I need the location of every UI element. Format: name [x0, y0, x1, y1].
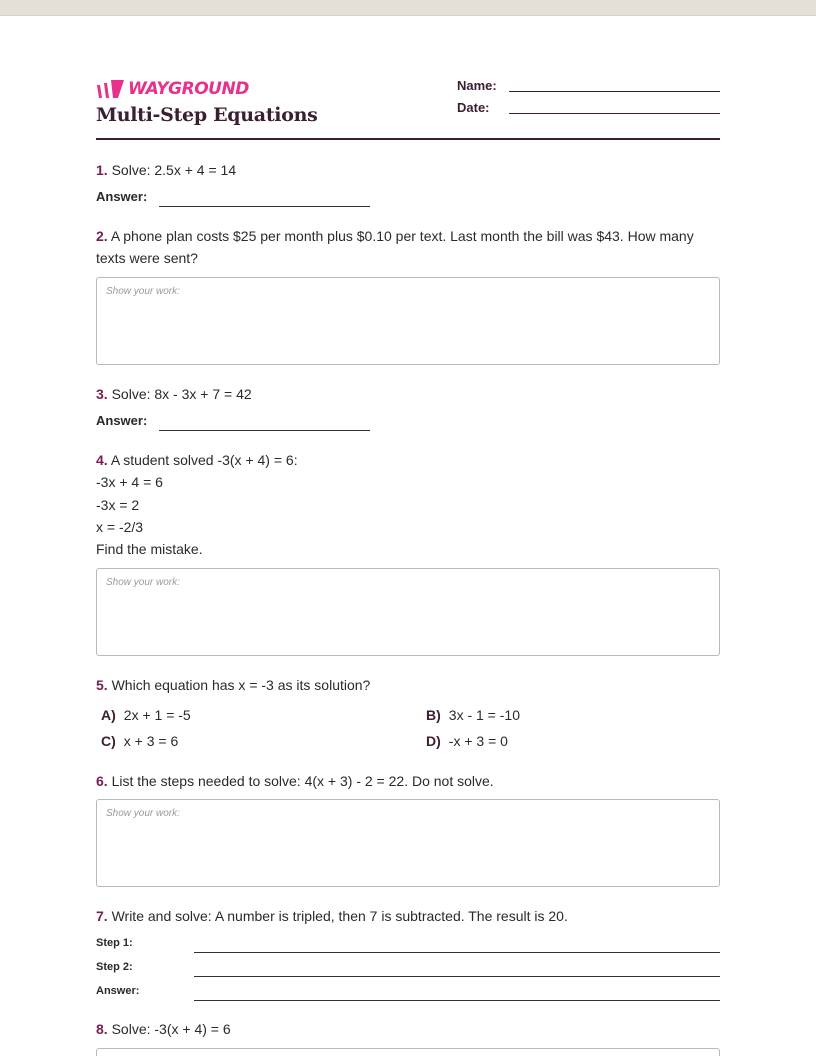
name-line[interactable]: [509, 91, 720, 92]
question-4: [96, 449, 720, 471]
date-label: Date:: [457, 100, 490, 115]
choice-letter: B): [426, 707, 441, 723]
question-text: Solve: 8x - 3x + 7 = 42: [111, 386, 252, 402]
date-line[interactable]: [509, 113, 720, 114]
question-6: [96, 770, 720, 792]
question-2: [96, 225, 720, 269]
step-2-field[interactable]: [96, 957, 720, 977]
choice-d[interactable]: [426, 731, 508, 751]
answer-field-1[interactable]: [96, 189, 396, 207]
choice-letter: C): [101, 733, 116, 749]
question-number: 5.: [96, 677, 108, 693]
question-1: [96, 159, 720, 181]
answer-line[interactable]: [159, 206, 370, 207]
answer-line[interactable]: [159, 430, 370, 431]
answer-label: Answer:: [96, 189, 148, 204]
question-number: 4.: [96, 452, 108, 468]
question-number: 7.: [96, 908, 108, 924]
viewer-top-bar: [0, 0, 816, 16]
work-placeholder: Show your work:: [106, 286, 180, 297]
work-box-2[interactable]: [96, 277, 720, 365]
choice-text: 2x + 1 = -5: [123, 707, 191, 723]
choice-text: -x + 3 = 0: [448, 733, 508, 749]
question-text: Which equation has x = -3 as its solution?: [111, 677, 371, 693]
work-box-8[interactable]: [96, 1048, 720, 1056]
brand-name: WAYGROUND: [128, 79, 249, 99]
question-number: 3.: [96, 386, 108, 402]
choice-text: x + 3 = 6: [123, 733, 179, 749]
question-8: [96, 1018, 720, 1040]
question-text: Solve: -3(x + 4) = 6: [111, 1021, 231, 1037]
work-box-4[interactable]: [96, 568, 720, 656]
name-label: Name:: [457, 78, 497, 93]
choice-letter: A): [101, 707, 116, 723]
find-mistake-prompt: Find the mistake.: [96, 541, 203, 557]
question-text: List the steps needed to solve: 4(x + 3) - 2 = 22. Do not solve.: [111, 773, 494, 789]
brand-logo: [96, 78, 249, 100]
question-7: [96, 905, 720, 927]
choice-c[interactable]: [101, 731, 178, 751]
choice-text: 3x - 1 = -10: [448, 707, 520, 723]
student-work-line: -3x + 4 = 6: [96, 474, 163, 490]
work-placeholder: Show your work:: [106, 808, 180, 819]
step-label: Answer:: [96, 985, 140, 997]
answer-field-3[interactable]: [96, 413, 396, 431]
step-label: Step 1:: [96, 937, 133, 949]
question-text: Write and solve: A number is tripled, then 7 is subtracted. The result is 20.: [111, 908, 568, 924]
question-number: 8.: [96, 1021, 108, 1037]
student-work-line: x = -2/3: [96, 519, 144, 535]
question-3: [96, 383, 720, 405]
question-text: A student solved -3(x + 4) = 6:: [110, 452, 298, 468]
step-answer-field[interactable]: [96, 981, 720, 1001]
step-label: Step 2:: [96, 961, 133, 973]
choice-a[interactable]: [101, 705, 191, 725]
question-number: 2.: [96, 228, 108, 244]
question-number: 6.: [96, 773, 108, 789]
student-work-line: -3x = 2: [96, 497, 140, 513]
question-text: Solve: 2.5x + 4 = 14: [111, 162, 237, 178]
choice-letter: D): [426, 733, 441, 749]
step-line[interactable]: [194, 1000, 720, 1001]
question-5: [96, 674, 720, 696]
date-field[interactable]: [457, 100, 720, 120]
work-placeholder: Show your work:: [106, 577, 180, 588]
choice-b[interactable]: [426, 705, 520, 725]
work-box-6[interactable]: [96, 799, 720, 887]
question-number: 1.: [96, 162, 108, 178]
wayground-logo-icon: [96, 79, 126, 99]
page-title: Multi-Step Equations: [96, 104, 318, 126]
step-line[interactable]: [194, 976, 720, 977]
worksheet-header: [96, 78, 720, 140]
answer-label: Answer:: [96, 413, 148, 428]
step-line[interactable]: [194, 952, 720, 953]
name-field[interactable]: [457, 78, 720, 98]
question-text: A phone plan costs $25 per month plus $0.10 per text. Last month the bill was $43. How many texts were sent?: [96, 228, 694, 266]
step-1-field[interactable]: [96, 933, 720, 953]
